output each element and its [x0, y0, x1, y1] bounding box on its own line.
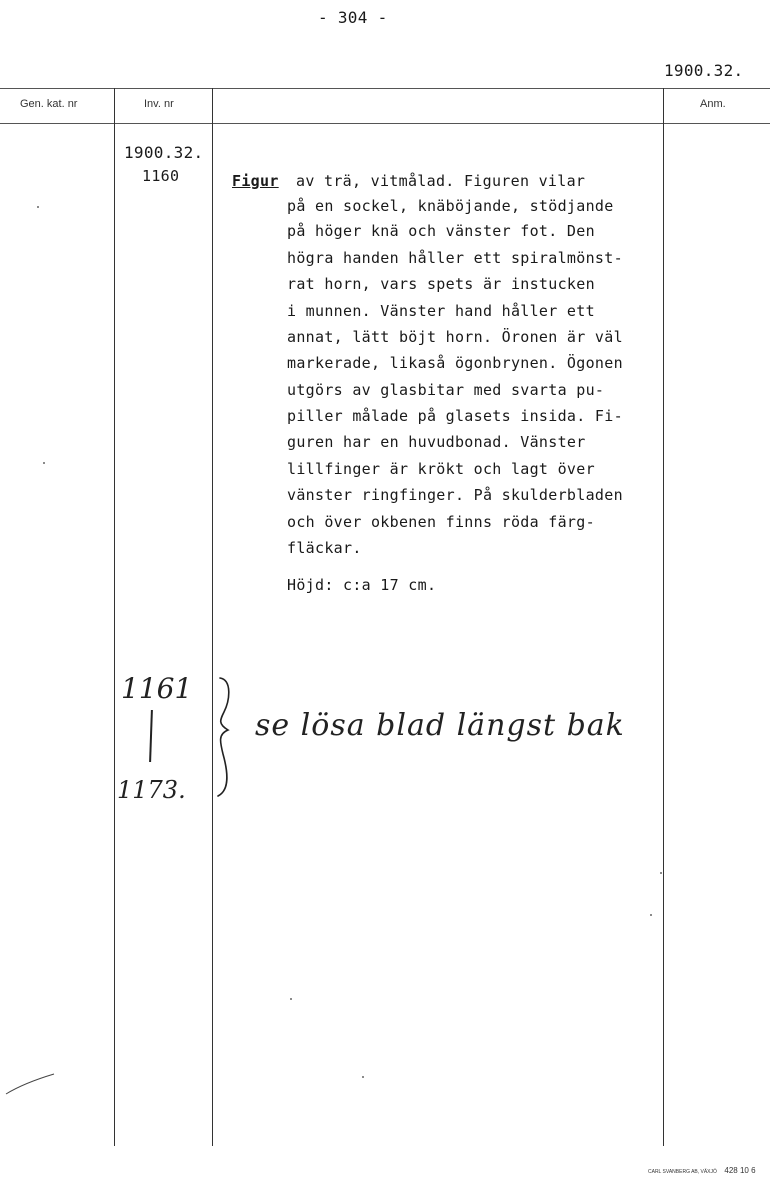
- description-line: lillfinger är krökt och lagt över: [287, 460, 595, 478]
- description-line: utgörs av glasbitar med svarta pu-: [287, 381, 605, 399]
- catalog-ref-top: 1900.32.: [664, 61, 744, 80]
- form-number: 428 10 6: [724, 1166, 756, 1175]
- description-line: och över okbenen finns röda färg-: [287, 513, 595, 531]
- handwritten-range-start: 1161: [121, 672, 193, 705]
- page-number: - 304 -: [318, 8, 388, 27]
- column-header-anm: Anm.: [700, 98, 726, 110]
- description-line: fläckar.: [287, 539, 362, 557]
- scan-speck: [37, 206, 39, 208]
- handwritten-range-bar: [149, 710, 153, 762]
- entry-first-line: [232, 172, 585, 190]
- column-header-gen-kat: Gen. kat. nr: [20, 98, 78, 110]
- handwritten-note: se lösa blad längst bak: [255, 708, 625, 743]
- description-line: guren har en huvudbonad. Vänster: [287, 433, 586, 451]
- scan-speck: [650, 914, 652, 916]
- printer-imprint: [648, 1160, 756, 1178]
- header-top-rule: [0, 88, 770, 89]
- printer-name: CARL SVANBERG AB, VÄXJÖ: [648, 1169, 717, 1175]
- entry-inv-no: 1160: [142, 167, 180, 185]
- scan-speck: [660, 872, 662, 874]
- description-line: i munnen. Vänster hand håller ett: [287, 302, 595, 320]
- description-line: annat, lätt böjt horn. Öronen är väl: [287, 328, 623, 346]
- description-line: på en sockel, knäböjande, stödjande: [287, 197, 614, 215]
- column-header-inv: Inv. nr: [144, 98, 174, 110]
- description-line: piller målade på glasets insida. Fi-: [287, 407, 623, 425]
- description-line: vänster ringfinger. På skulderbladen: [287, 486, 623, 504]
- description-line: på höger knä och vänster fot. Den: [287, 222, 595, 240]
- scan-speck: [362, 1076, 364, 1078]
- entry-catalog-no: 1900.32.: [124, 143, 204, 162]
- handwritten-range-end: 1173.: [117, 776, 186, 804]
- description-line: rat horn, vars spets är instucken: [287, 275, 595, 293]
- scan-mark: [4, 1068, 64, 1098]
- brace-icon: [210, 672, 238, 802]
- column-divider-2: [212, 88, 213, 1146]
- column-divider-3: [663, 88, 664, 1146]
- entry-height: Höjd: c:a 17 cm.: [287, 576, 437, 594]
- description-line: högra handen håller ett spiralmönst-: [287, 249, 623, 267]
- column-divider-1: [114, 88, 115, 1146]
- scan-speck: [43, 462, 45, 464]
- entry-first-line-text: av trä, vitmålad. Figuren vilar: [296, 172, 586, 190]
- description-line: markerade, likaså ögonbrynen. Ögonen: [287, 354, 623, 372]
- header-bottom-rule: [0, 123, 770, 124]
- scan-speck: [290, 998, 292, 1000]
- entry-title-word: Figur: [232, 172, 279, 190]
